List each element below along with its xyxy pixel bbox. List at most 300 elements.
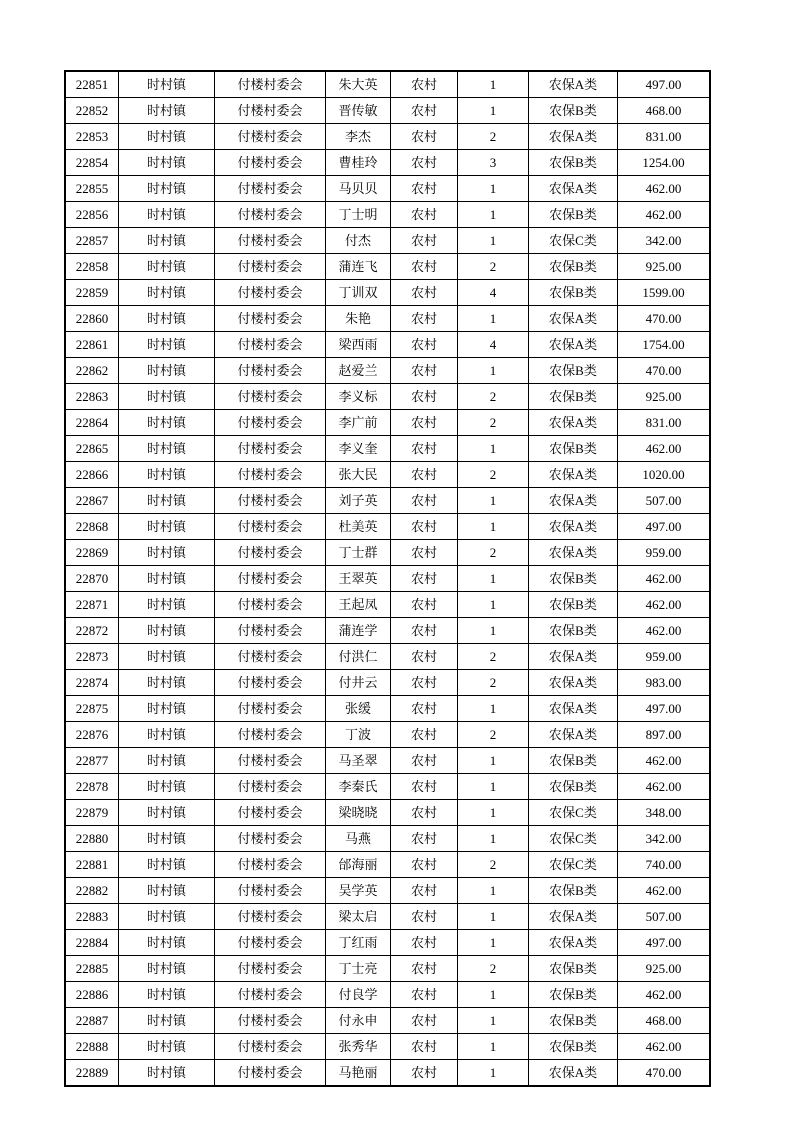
cell-person-name: 丁士群 [326,540,391,566]
cell-insurance-category: 农保B类 [529,774,618,800]
cell-person-name: 马燕 [326,826,391,852]
cell-town: 时村镇 [119,98,215,124]
cell-amount: 497.00 [618,930,711,956]
cell-record-id: 22865 [65,436,119,462]
cell-person-count: 2 [458,852,529,878]
cell-person-count: 2 [458,384,529,410]
cell-insurance-category: 农保A类 [529,514,618,540]
cell-amount: 983.00 [618,670,711,696]
cell-amount: 462.00 [618,878,711,904]
cell-village-committee: 付楼村委会 [215,332,326,358]
cell-person-count: 1 [458,1034,529,1060]
table-row [65,306,710,332]
table-row [65,878,710,904]
cell-household-type: 农村 [391,540,458,566]
cell-insurance-category: 农保A类 [529,670,618,696]
cell-record-id: 22868 [65,514,119,540]
cell-person-count: 2 [458,722,529,748]
table-row [65,1060,710,1087]
table-row [65,176,710,202]
cell-household-type: 农村 [391,254,458,280]
cell-record-id: 22861 [65,332,119,358]
cell-village-committee: 付楼村委会 [215,150,326,176]
table-row [65,904,710,930]
cell-record-id: 22889 [65,1060,119,1087]
table-row [65,71,710,98]
cell-person-name: 梁西雨 [326,332,391,358]
cell-insurance-category: 农保B类 [529,358,618,384]
table-row [65,124,710,150]
cell-record-id: 22883 [65,904,119,930]
cell-insurance-category: 农保A类 [529,176,618,202]
cell-household-type: 农村 [391,982,458,1008]
cell-amount: 507.00 [618,904,711,930]
cell-town: 时村镇 [119,488,215,514]
cell-town: 时村镇 [119,306,215,332]
cell-record-id: 22888 [65,1034,119,1060]
cell-person-count: 1 [458,306,529,332]
cell-amount: 342.00 [618,228,711,254]
cell-person-count: 1 [458,748,529,774]
cell-household-type: 农村 [391,71,458,98]
cell-person-name: 邰海丽 [326,852,391,878]
cell-amount: 1020.00 [618,462,711,488]
cell-record-id: 22858 [65,254,119,280]
cell-village-committee: 付楼村委会 [215,71,326,98]
cell-insurance-category: 农保B类 [529,202,618,228]
cell-village-committee: 付楼村委会 [215,878,326,904]
cell-record-id: 22875 [65,696,119,722]
cell-town: 时村镇 [119,436,215,462]
cell-insurance-category: 农保B类 [529,592,618,618]
table-row [65,956,710,982]
cell-person-count: 2 [458,254,529,280]
cell-person-count: 1 [458,228,529,254]
cell-amount: 831.00 [618,410,711,436]
table-row [65,644,710,670]
cell-town: 时村镇 [119,332,215,358]
cell-insurance-category: 农保A类 [529,71,618,98]
cell-household-type: 农村 [391,514,458,540]
cell-person-count: 2 [458,670,529,696]
cell-household-type: 农村 [391,722,458,748]
cell-amount: 462.00 [618,176,711,202]
cell-person-name: 张秀华 [326,1034,391,1060]
cell-person-count: 1 [458,982,529,1008]
cell-person-count: 1 [458,826,529,852]
cell-person-count: 2 [458,956,529,982]
cell-village-committee: 付楼村委会 [215,202,326,228]
cell-person-name: 刘子英 [326,488,391,514]
cell-town: 时村镇 [119,748,215,774]
cell-record-id: 22879 [65,800,119,826]
cell-person-count: 1 [458,800,529,826]
cell-insurance-category: 农保B类 [529,566,618,592]
cell-household-type: 农村 [391,280,458,306]
cell-record-id: 22866 [65,462,119,488]
cell-insurance-category: 农保B类 [529,98,618,124]
cell-village-committee: 付楼村委会 [215,124,326,150]
cell-town: 时村镇 [119,124,215,150]
cell-town: 时村镇 [119,670,215,696]
cell-person-name: 李义标 [326,384,391,410]
cell-village-committee: 付楼村委会 [215,254,326,280]
cell-amount: 462.00 [618,982,711,1008]
table-row [65,566,710,592]
cell-village-committee: 付楼村委会 [215,618,326,644]
cell-village-committee: 付楼村委会 [215,774,326,800]
cell-person-count: 1 [458,930,529,956]
cell-amount: 462.00 [618,436,711,462]
cell-person-count: 2 [458,462,529,488]
cell-insurance-category: 农保B类 [529,384,618,410]
cell-amount: 462.00 [618,1034,711,1060]
cell-person-count: 1 [458,774,529,800]
cell-record-id: 22853 [65,124,119,150]
cell-insurance-category: 农保A类 [529,540,618,566]
cell-household-type: 农村 [391,98,458,124]
cell-town: 时村镇 [119,384,215,410]
cell-record-id: 22852 [65,98,119,124]
cell-village-committee: 付楼村委会 [215,228,326,254]
cell-person-name: 丁波 [326,722,391,748]
cell-record-id: 22884 [65,930,119,956]
cell-village-committee: 付楼村委会 [215,904,326,930]
cell-record-id: 22880 [65,826,119,852]
cell-amount: 925.00 [618,384,711,410]
cell-town: 时村镇 [119,696,215,722]
cell-record-id: 22877 [65,748,119,774]
cell-person-count: 1 [458,1060,529,1087]
cell-insurance-category: 农保A类 [529,124,618,150]
cell-person-name: 李秦氏 [326,774,391,800]
table-row [65,982,710,1008]
cell-amount: 462.00 [618,748,711,774]
cell-person-name: 李杰 [326,124,391,150]
cell-person-count: 1 [458,358,529,384]
cell-village-committee: 付楼村委会 [215,1008,326,1034]
table-row [65,488,710,514]
cell-town: 时村镇 [119,1034,215,1060]
cell-village-committee: 付楼村委会 [215,982,326,1008]
cell-village-committee: 付楼村委会 [215,384,326,410]
cell-village-committee: 付楼村委会 [215,462,326,488]
cell-household-type: 农村 [391,852,458,878]
cell-amount: 342.00 [618,826,711,852]
table-row [65,514,710,540]
table-row [65,436,710,462]
cell-person-name: 李义奎 [326,436,391,462]
cell-amount: 925.00 [618,956,711,982]
cell-household-type: 农村 [391,618,458,644]
cell-person-name: 蒲连学 [326,618,391,644]
cell-town: 时村镇 [119,826,215,852]
cell-household-type: 农村 [391,202,458,228]
cell-person-count: 3 [458,150,529,176]
cell-insurance-category: 农保B类 [529,280,618,306]
cell-village-committee: 付楼村委会 [215,176,326,202]
cell-household-type: 农村 [391,878,458,904]
cell-person-count: 1 [458,202,529,228]
cell-record-id: 22851 [65,71,119,98]
cell-village-committee: 付楼村委会 [215,826,326,852]
cell-person-count: 1 [458,71,529,98]
table-row [65,696,710,722]
cell-insurance-category: 农保A类 [529,696,618,722]
cell-person-name: 丁红雨 [326,930,391,956]
cell-insurance-category: 农保C类 [529,826,618,852]
cell-insurance-category: 农保B类 [529,982,618,1008]
cell-person-count: 1 [458,514,529,540]
cell-person-name: 付井云 [326,670,391,696]
cell-household-type: 农村 [391,696,458,722]
cell-amount: 831.00 [618,124,711,150]
cell-insurance-category: 农保A类 [529,306,618,332]
cell-insurance-category: 农保B类 [529,150,618,176]
cell-village-committee: 付楼村委会 [215,644,326,670]
cell-person-name: 付杰 [326,228,391,254]
cell-town: 时村镇 [119,566,215,592]
cell-amount: 897.00 [618,722,711,748]
cell-town: 时村镇 [119,540,215,566]
cell-record-id: 22857 [65,228,119,254]
cell-amount: 462.00 [618,618,711,644]
cell-insurance-category: 农保B类 [529,254,618,280]
cell-town: 时村镇 [119,722,215,748]
cell-household-type: 农村 [391,904,458,930]
table-row [65,462,710,488]
cell-person-name: 朱大英 [326,71,391,98]
cell-town: 时村镇 [119,930,215,956]
cell-town: 时村镇 [119,982,215,1008]
cell-household-type: 农村 [391,1034,458,1060]
cell-record-id: 22869 [65,540,119,566]
cell-person-name: 赵爱兰 [326,358,391,384]
cell-village-committee: 付楼村委会 [215,592,326,618]
cell-village-committee: 付楼村委会 [215,514,326,540]
cell-household-type: 农村 [391,436,458,462]
cell-person-count: 2 [458,124,529,150]
cell-record-id: 22863 [65,384,119,410]
table-row [65,748,710,774]
table-row [65,254,710,280]
cell-record-id: 22871 [65,592,119,618]
cell-amount: 462.00 [618,566,711,592]
cell-person-count: 4 [458,280,529,306]
cell-town: 时村镇 [119,150,215,176]
cell-household-type: 农村 [391,956,458,982]
table-row [65,228,710,254]
table-row [65,722,710,748]
cell-town: 时村镇 [119,176,215,202]
cell-household-type: 农村 [391,150,458,176]
cell-amount: 1599.00 [618,280,711,306]
cell-village-committee: 付楼村委会 [215,670,326,696]
table-row [65,332,710,358]
table-row [65,1034,710,1060]
cell-record-id: 22855 [65,176,119,202]
cell-amount: 497.00 [618,71,711,98]
cell-person-name: 吴学英 [326,878,391,904]
cell-household-type: 农村 [391,930,458,956]
cell-insurance-category: 农保A类 [529,722,618,748]
cell-record-id: 22867 [65,488,119,514]
cell-household-type: 农村 [391,358,458,384]
cell-household-type: 农村 [391,670,458,696]
cell-village-committee: 付楼村委会 [215,748,326,774]
cell-household-type: 农村 [391,774,458,800]
cell-amount: 462.00 [618,774,711,800]
cell-person-name: 马贝贝 [326,176,391,202]
cell-village-committee: 付楼村委会 [215,358,326,384]
cell-record-id: 22885 [65,956,119,982]
cell-amount: 470.00 [618,358,711,384]
cell-insurance-category: 农保B类 [529,1034,618,1060]
cell-amount: 959.00 [618,540,711,566]
cell-household-type: 农村 [391,228,458,254]
cell-village-committee: 付楼村委会 [215,722,326,748]
cell-insurance-category: 农保A类 [529,332,618,358]
cell-record-id: 22878 [65,774,119,800]
cell-person-count: 1 [458,696,529,722]
cell-record-id: 22859 [65,280,119,306]
cell-town: 时村镇 [119,514,215,540]
cell-insurance-category: 农保C类 [529,852,618,878]
cell-person-name: 李广前 [326,410,391,436]
benefits-table [64,70,711,1087]
table-row [65,540,710,566]
cell-insurance-category: 农保C类 [529,228,618,254]
cell-amount: 348.00 [618,800,711,826]
cell-person-name: 马艳丽 [326,1060,391,1087]
cell-village-committee: 付楼村委会 [215,800,326,826]
cell-town: 时村镇 [119,904,215,930]
benefits-table-body [65,71,710,1086]
cell-record-id: 22882 [65,878,119,904]
cell-person-name: 张缓 [326,696,391,722]
cell-person-count: 1 [458,878,529,904]
cell-insurance-category: 农保A类 [529,904,618,930]
cell-insurance-category: 农保B类 [529,1008,618,1034]
cell-town: 时村镇 [119,254,215,280]
cell-household-type: 农村 [391,1060,458,1087]
cell-person-count: 1 [458,488,529,514]
cell-person-name: 曹桂玲 [326,150,391,176]
cell-village-committee: 付楼村委会 [215,566,326,592]
table-row [65,358,710,384]
cell-person-count: 1 [458,618,529,644]
cell-insurance-category: 农保A类 [529,462,618,488]
cell-record-id: 22864 [65,410,119,436]
table-row [65,384,710,410]
cell-record-id: 22876 [65,722,119,748]
cell-person-name: 付永申 [326,1008,391,1034]
cell-person-name: 朱艳 [326,306,391,332]
cell-town: 时村镇 [119,644,215,670]
cell-amount: 462.00 [618,592,711,618]
table-row [65,592,710,618]
cell-insurance-category: 农保A类 [529,1060,618,1087]
cell-town: 时村镇 [119,592,215,618]
cell-person-count: 1 [458,436,529,462]
cell-person-name: 王起凤 [326,592,391,618]
cell-amount: 497.00 [618,696,711,722]
cell-person-name: 梁晓晓 [326,800,391,826]
cell-town: 时村镇 [119,228,215,254]
cell-town: 时村镇 [119,462,215,488]
table-row [65,150,710,176]
cell-insurance-category: 农保A类 [529,930,618,956]
cell-village-committee: 付楼村委会 [215,930,326,956]
cell-household-type: 农村 [391,644,458,670]
cell-record-id: 22887 [65,1008,119,1034]
cell-person-name: 付良学 [326,982,391,1008]
cell-record-id: 22886 [65,982,119,1008]
cell-record-id: 22856 [65,202,119,228]
cell-town: 时村镇 [119,800,215,826]
cell-record-id: 22872 [65,618,119,644]
cell-person-name: 杜美英 [326,514,391,540]
cell-amount: 470.00 [618,306,711,332]
cell-village-committee: 付楼村委会 [215,488,326,514]
cell-person-count: 1 [458,1008,529,1034]
cell-amount: 470.00 [618,1060,711,1087]
cell-amount: 462.00 [618,202,711,228]
cell-person-count: 1 [458,98,529,124]
table-row [65,800,710,826]
cell-town: 时村镇 [119,956,215,982]
cell-amount: 1754.00 [618,332,711,358]
cell-household-type: 农村 [391,306,458,332]
table-row [65,410,710,436]
cell-person-name: 梁太启 [326,904,391,930]
cell-town: 时村镇 [119,1060,215,1087]
table-row [65,618,710,644]
cell-person-count: 4 [458,332,529,358]
cell-town: 时村镇 [119,1008,215,1034]
cell-village-committee: 付楼村委会 [215,852,326,878]
cell-person-name: 王翠英 [326,566,391,592]
cell-household-type: 农村 [391,176,458,202]
table-row [65,98,710,124]
cell-insurance-category: 农保B类 [529,618,618,644]
cell-household-type: 农村 [391,332,458,358]
cell-person-count: 1 [458,566,529,592]
cell-record-id: 22860 [65,306,119,332]
table-row [65,202,710,228]
cell-person-count: 1 [458,904,529,930]
cell-amount: 959.00 [618,644,711,670]
cell-person-name: 马圣翠 [326,748,391,774]
cell-record-id: 22881 [65,852,119,878]
cell-household-type: 农村 [391,566,458,592]
cell-person-count: 2 [458,410,529,436]
cell-insurance-category: 农保A类 [529,644,618,670]
cell-record-id: 22874 [65,670,119,696]
cell-person-name: 付洪仁 [326,644,391,670]
cell-amount: 1254.00 [618,150,711,176]
cell-insurance-category: 农保B类 [529,436,618,462]
cell-amount: 925.00 [618,254,711,280]
cell-household-type: 农村 [391,384,458,410]
table-row [65,774,710,800]
cell-town: 时村镇 [119,71,215,98]
cell-town: 时村镇 [119,410,215,436]
cell-person-name: 蒲连飞 [326,254,391,280]
table-row [65,670,710,696]
cell-person-count: 2 [458,644,529,670]
cell-amount: 740.00 [618,852,711,878]
